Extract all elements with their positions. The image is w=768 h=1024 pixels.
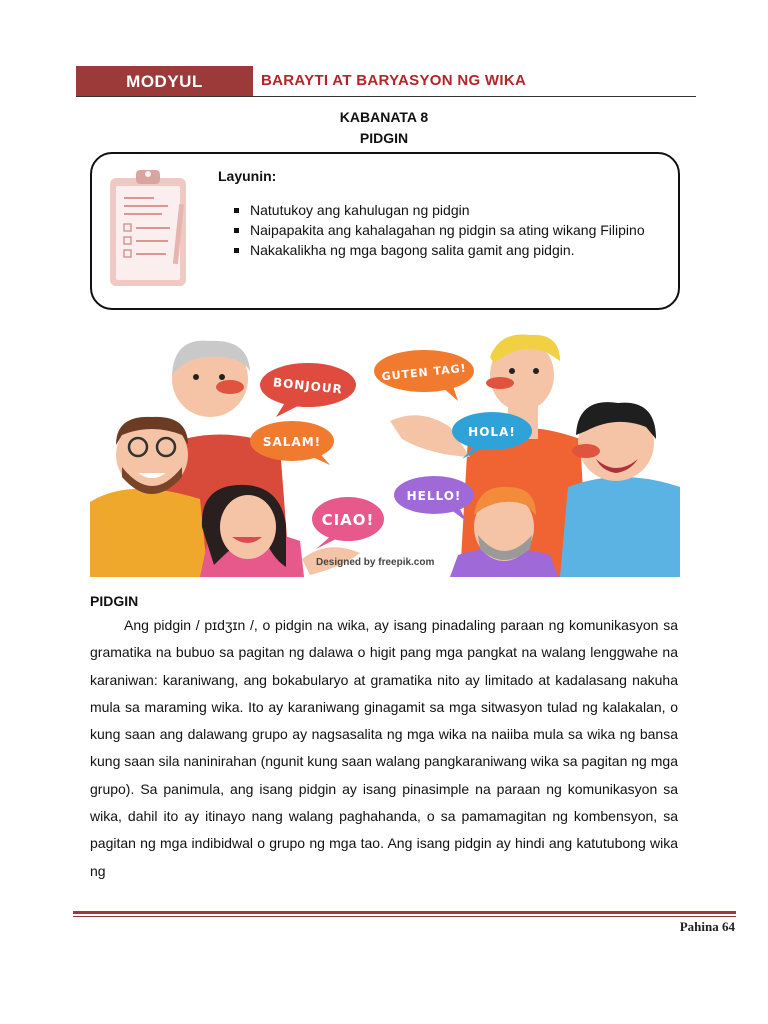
footer-divider-thin [73,916,736,917]
section-heading: PIDGIN [90,593,139,609]
objective-item: Naipapakita ang kahalagahan ng pidgin sa ating wikang Filipino [232,220,652,240]
svg-text:BONJOUR: BONJOUR [272,375,344,397]
svg-text:HOLA!: HOLA! [468,425,516,439]
page-number: Pahina 64 [679,919,735,934]
module-header [76,66,696,97]
objectives-list [232,200,652,260]
people-greetings-illustration [90,327,680,577]
footer-divider [73,911,736,914]
svg-text:CIAO!: CIAO! [321,511,375,529]
image-credit: Designed by freepik.com [316,557,435,568]
objective-item: Nakakalikha ng mga bagong salita gamit ang pidgin. [232,240,652,260]
svg-text:SALAM!: SALAM! [262,435,322,449]
body-paragraph: Ang pidgin / pɪdʒɪn /, o pidgin na wika, ay isang pinadaling paraan ng komunikasyon sa gramatika na bubuo sa pagitan ng dalawa o higit pang mga pangkat na walang lenggwahe na karaniwan: karaniwang, ang bokabularyo at gramatika nito ay limitado at kadalasang nakuha mula sa maraming wika. Ito ay karaniwang ginagamit sa mga sitwasyon tulad ng kalakalan, o kung saan ang dalawang grupo ay nagsasalita ng mga wika na naiiba mula sa wika ng bansa kung saan sila naninirahan (ngunit kung saan walang pangkaraniwang wika sa pagitan ng mga grupo). Sa panimula, ang isang pidgin ay isang pinasimple na paraan ng komunikasyon sa wika, dahil ito ay itinayo nang walang paghahanda, o sa pamamagitan ng kombensyon, sa pagitan ng mga indibidwal o grupo ng mga tao. Ang isang pidgin ay hindi ang katutubong wika ng [90,617,678,879]
module-title: BARAYTI AT BARYASYON NG WIKA [261,72,527,89]
objectives-box [90,152,680,310]
svg-text:GUTEN TAG!: GUTEN TAG! [381,361,468,384]
header-divider [76,96,696,97]
clipboard-icon [106,164,192,290]
objective-item: Natutukoy ang kahulugan ng pidgin [232,200,652,220]
modyul-label: MODYUL [76,66,253,97]
svg-text:HELLO!: HELLO! [406,489,462,503]
objectives-title: Layunin: [218,168,277,184]
chapter-number: KABANATA 8 [339,109,429,125]
chapter-title: PIDGIN [359,130,409,146]
